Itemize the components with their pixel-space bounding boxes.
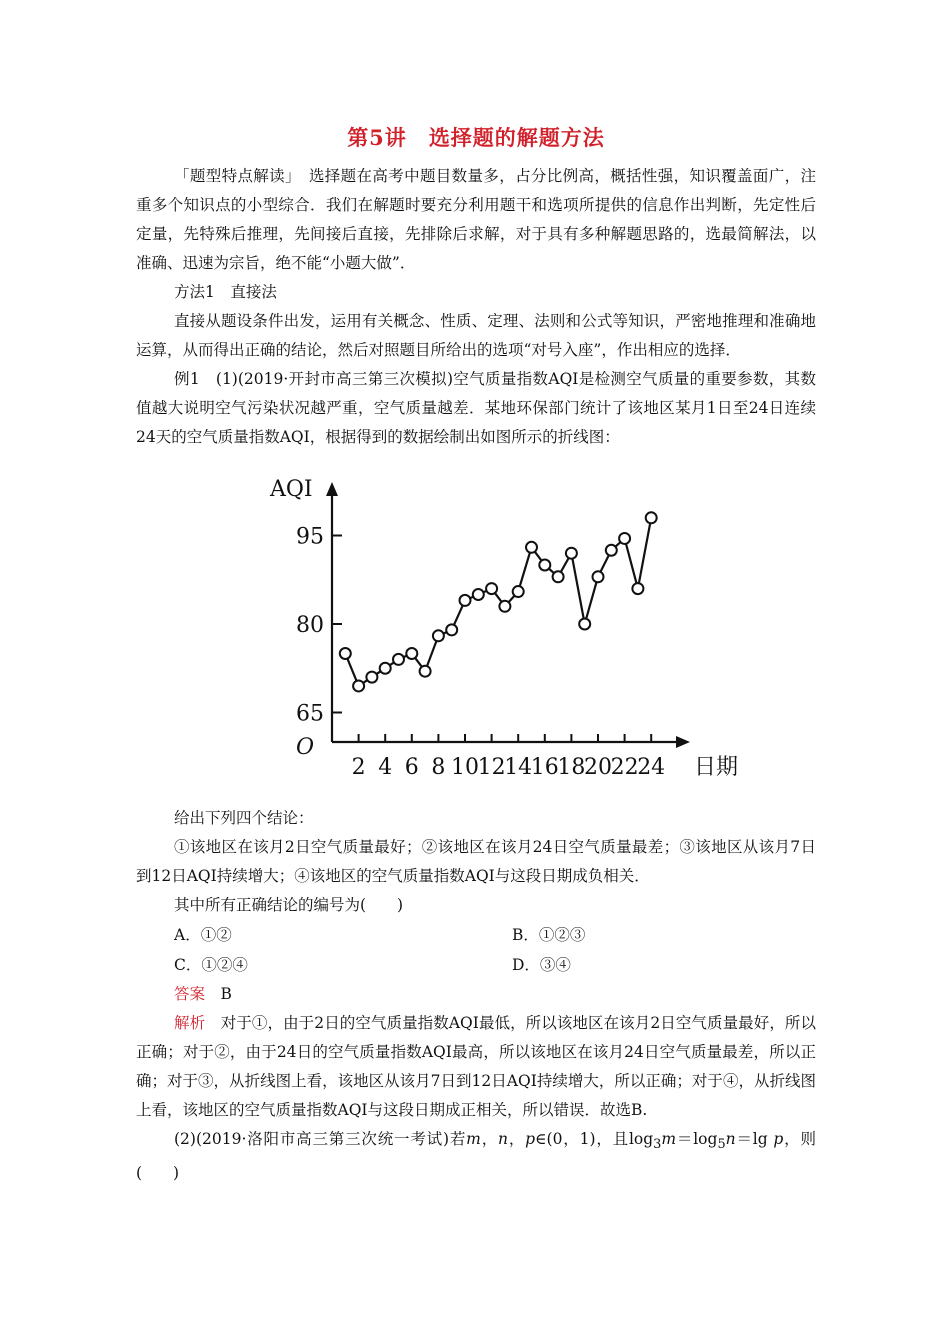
- var-n-2: n: [725, 1130, 736, 1148]
- y-tick-label: 80: [296, 613, 324, 638]
- aqi-series-line: [345, 518, 651, 686]
- x-tick-label: 12: [477, 755, 506, 780]
- x-tick-label: 6: [404, 755, 419, 780]
- data-point: [499, 601, 510, 612]
- conclusions-intro: 给出下列四个结论：: [174, 809, 314, 827]
- part2-stem-b: ∈(0，1)，且log: [535, 1130, 654, 1148]
- var-p: p: [525, 1130, 536, 1148]
- chart-labels: [269, 477, 738, 780]
- part2-eq1: ＝log: [676, 1130, 718, 1148]
- data-point: [513, 586, 524, 597]
- example-label: 例1: [174, 370, 200, 388]
- lecture-number: 第5讲: [347, 125, 407, 150]
- part2-sep2: ，: [508, 1130, 526, 1148]
- conclusions-text: ①该地区在该月2日空气质量最好；②该地区在该月24日空气质量最差；③该地区从该月7日到12日AQI持续增大；④该地区的空气质量指数AQI与这段日期成负相关．: [136, 838, 816, 885]
- data-point: [632, 583, 643, 594]
- part2-sep1: ，: [480, 1130, 499, 1148]
- question-text: 其中所有正确结论的编号为( ): [174, 896, 404, 914]
- answer-value: B: [220, 985, 232, 1003]
- data-point: [433, 630, 444, 641]
- analysis-paragraph: [136, 1009, 816, 1125]
- data-point: [393, 654, 404, 665]
- intro-label: 「题型特点解读」: [174, 167, 294, 185]
- data-point: [579, 619, 590, 630]
- example1-part2: [136, 1125, 816, 1188]
- intro-text: 选择题在高考中题目数量多，占分比例高，概括性强，知识覆盖面广，注重多个知识点的小型综合．我们在解题时要充分利用题干和选项所提供的信息作出判断，先定性后定量，先特殊后推理，先间接后直接，先排除后求解，对于具有多种解题思路的，选最简解法，以准确、迅速为宗旨，绝不能“小题大做”．: [136, 167, 816, 272]
- var-p-2: p: [773, 1130, 784, 1148]
- data-point: [566, 548, 577, 559]
- x-tick-label: 8: [431, 755, 446, 780]
- data-point: [526, 542, 537, 553]
- x-tick-label: 18: [557, 755, 586, 780]
- data-point: [460, 595, 471, 606]
- var-m: m: [466, 1130, 481, 1148]
- data-point: [619, 533, 630, 544]
- log-base-5: 5: [717, 1137, 726, 1153]
- x-tick-label: 22: [610, 755, 639, 780]
- method1-text: 直接从题设条件出发，运用有关概念、性质、定理、法则和公式等知识，严密地推理和准确地运算，从而得出正确的结论，然后对照题目所给出的选项“对号入座”，作出相应的选择．: [136, 312, 816, 359]
- data-point: [606, 545, 617, 556]
- answer-options: [136, 920, 816, 980]
- y-axis-arrow: [326, 482, 338, 496]
- y-axis-label: AQI: [270, 477, 313, 502]
- x-tick-label: 16: [530, 755, 559, 780]
- data-point: [446, 624, 457, 635]
- part2-stem-a: (2)(2019·洛阳市高三第三次统一考试)若: [174, 1130, 467, 1148]
- analysis-label: 解析: [174, 1014, 206, 1032]
- lecture-topic: 选择题的解题方法: [428, 125, 605, 150]
- x-tick-label: 2: [351, 755, 366, 780]
- var-n: n: [498, 1130, 508, 1148]
- data-point: [340, 648, 351, 659]
- data-point: [539, 560, 550, 571]
- example1-part1: [136, 365, 816, 452]
- method1-heading: 方法1 直接法: [174, 283, 277, 301]
- origin-label: O: [295, 735, 314, 760]
- answer-label: 答案: [174, 985, 206, 1003]
- option-c: C．①②④: [174, 956, 248, 974]
- y-tick-label: 95: [296, 524, 324, 550]
- data-point: [486, 583, 497, 594]
- analysis-text: 对于①，由于2日的空气质量指数AQI最低，所以该地区在该月2日空气质量最好，所以正确；对于②，由于24日的空气质量指数AQI最高，所以该地区在该月24日空气质量最差，所以正确；对于③，从折线图上看，该地区从该月7日到12日AQI持续增大，所以正确；对于④，从折线图上看，该地区的空气质量指数AQI与这段日期成正相关，所以错误．故选B.: [136, 1014, 816, 1119]
- x-tick-label: 20: [584, 755, 612, 780]
- x-axis-label: 日期: [694, 755, 738, 780]
- x-tick-label: 4: [378, 755, 393, 780]
- y-tick-label: 65: [296, 701, 324, 727]
- data-point: [420, 666, 431, 677]
- x-tick-label: 24: [637, 755, 666, 780]
- data-point: [473, 589, 484, 600]
- data-point: [553, 571, 564, 582]
- log-base-3: 3: [653, 1137, 662, 1153]
- var-m-2: m: [661, 1130, 677, 1148]
- option-b: B．①②③: [512, 926, 586, 944]
- data-point: [353, 680, 364, 691]
- x-tick-label: 14: [504, 755, 533, 780]
- data-point: [380, 663, 391, 674]
- document-page: [136, 118, 816, 1188]
- chart-axes: [326, 482, 690, 748]
- chart-series: [340, 512, 657, 691]
- x-tick-label: 10: [451, 755, 479, 780]
- page-title: [136, 122, 816, 152]
- data-point: [406, 648, 417, 659]
- data-point: [366, 672, 377, 683]
- answer-line: [136, 980, 816, 1009]
- data-point: [646, 512, 657, 523]
- option-d: D．③④: [512, 956, 571, 974]
- part2-stem-c: ，则( ): [136, 1130, 816, 1183]
- intro-paragraph: [136, 162, 816, 278]
- part2-eq2: ＝lg: [735, 1130, 774, 1148]
- aqi-line-chart: [252, 460, 738, 800]
- example1-stem: (1)(2019·开封市高三第三次模拟)空气质量指数AQI是检测空气质量的重要参数，其数值越大说明空气污染状况越严重，空气质量越差．某地环保部门统计了该地区某月1日至24日连续24天的空气质量指数AQI，根据得到的数据绘制出如图所示的折线图：: [136, 370, 816, 446]
- aqi-chart-svg: [252, 460, 738, 800]
- option-a: A．①②: [174, 926, 232, 944]
- x-axis-arrow: [676, 736, 690, 748]
- data-point: [593, 571, 604, 582]
